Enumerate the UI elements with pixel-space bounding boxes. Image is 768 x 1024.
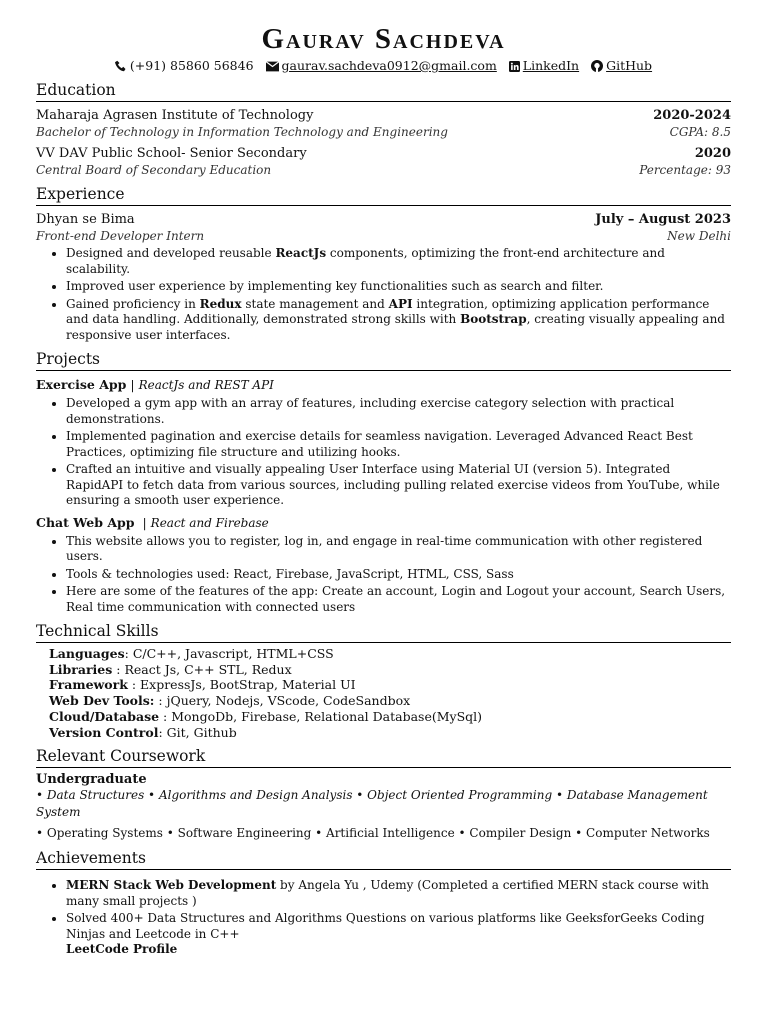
project-tech: React and Firebase bbox=[150, 515, 269, 530]
achievements-list bbox=[36, 878, 731, 958]
skill-key: Cloud/Database bbox=[49, 708, 160, 724]
github-item[interactable] bbox=[591, 58, 652, 73]
skill-row bbox=[49, 662, 731, 678]
experience-bullets bbox=[36, 246, 731, 343]
email-link[interactable]: gaurav.sachdeva0912@gmail.com bbox=[281, 58, 497, 73]
project-tech: ReactJs and REST API bbox=[138, 378, 274, 392]
project-entry bbox=[36, 514, 731, 616]
skill-key: Web Dev Tools: bbox=[49, 693, 155, 709]
text: by Angela Yu , Udemy (Completed a certified MERN stack course with many small projects ) bbox=[66, 878, 710, 908]
job-role: Front-end Developer Intern bbox=[36, 229, 205, 243]
skill-key: Languages bbox=[49, 646, 125, 661]
email-item[interactable] bbox=[266, 58, 501, 73]
job-location: New Delhi bbox=[667, 229, 731, 243]
achievements-heading: Achievements bbox=[36, 849, 731, 870]
list-item: • Crafted an intuitive and visually appealing User Interface using Material UI (version 5). Integrated RapidAPI to fetch data from various sources, including pulling related exercise videos from YouTube, while ensuring a smooth user experience. bbox=[66, 462, 731, 509]
skill-value: : ExpressJs, BootStrap, Material UI bbox=[127, 677, 356, 693]
skill-value: : React Js, C++ STL, Redux bbox=[112, 661, 292, 677]
list-item bbox=[66, 246, 731, 277]
skills-heading: Technical Skills bbox=[36, 622, 731, 643]
experience-heading: Experience bbox=[36, 185, 731, 206]
skill-value: : jQuery, Nodejs, VScode, CodeSandbox bbox=[154, 693, 411, 709]
coursework-heading: Relevant Coursework bbox=[36, 747, 731, 768]
project-name: Chat Web App bbox=[36, 514, 135, 530]
linkedin-link[interactable]: LinkedIn bbox=[522, 58, 580, 73]
coursework-line: • Operating Systems • Software Engineering • Artificial Intelligence • Compiler Design • Computer Networks bbox=[36, 826, 710, 841]
separator: | bbox=[134, 514, 151, 530]
text: Solved 400+ Data Structures and Algorithms Questions on various platforms like GeeksforGeeks Coding Ninjas and Leetcode in C++ bbox=[66, 911, 705, 941]
degree: Central Board of Secondary Education bbox=[36, 163, 272, 177]
coursework-subheading: Undergraduate bbox=[36, 772, 147, 788]
school-name: VV DAV Public School- Senior Secondary bbox=[36, 146, 307, 161]
candidate-name: Gaurav Sachdeva bbox=[261, 23, 506, 55]
list-item bbox=[66, 878, 731, 909]
list-item: • Improved user experience by implementing key functionalities such as search and filter. bbox=[66, 279, 731, 295]
linkedin-icon bbox=[509, 61, 520, 72]
text-bold: Redux bbox=[199, 296, 242, 311]
education-entry bbox=[36, 107, 731, 140]
experience-entry bbox=[36, 211, 731, 343]
text: state management and bbox=[241, 296, 389, 311]
text: Designed and developed reusable bbox=[66, 246, 276, 260]
resume-page bbox=[36, 20, 731, 960]
leetcode-profile-link[interactable]: LeetCode Profile bbox=[66, 942, 178, 957]
skill-key: Framework bbox=[49, 677, 128, 693]
text-bold: Bootstrap bbox=[460, 312, 527, 326]
company-name: Dhyan se Bima bbox=[36, 212, 135, 227]
school-name: Maharaja Agrasen Institute of Technology bbox=[36, 108, 314, 123]
project-name: Exercise App bbox=[36, 377, 127, 392]
skills-list bbox=[36, 646, 731, 740]
projects-heading: Projects bbox=[36, 350, 731, 371]
project-bullets bbox=[36, 534, 731, 616]
skill-value: : Git, Github bbox=[158, 724, 237, 740]
skill-value: : MongoDb, Firebase, Relational Database(MySql) bbox=[159, 708, 483, 724]
education-dates: 2020 bbox=[694, 146, 731, 161]
phone-icon bbox=[115, 60, 127, 72]
skill-key: Version Control bbox=[49, 724, 159, 740]
education-dates: 2020-2024 bbox=[653, 108, 731, 123]
skill-row bbox=[49, 725, 731, 741]
skill-value: : C/C++, Javascript, HTML+CSS bbox=[124, 646, 334, 661]
list-item: • Here are some of the features of the app: Create an account, Login and Logout your account, Search Users, Real time communication with connected users bbox=[66, 584, 731, 615]
text: integration, optimizing application performance and data handling. Additionally, demonstrated strong skills with bbox=[66, 296, 710, 326]
skill-row bbox=[49, 646, 731, 662]
education-entry bbox=[36, 145, 731, 178]
degree: Bachelor of Technology in Information Technology and Engineering bbox=[36, 125, 448, 139]
list-item: • Tools & technologies used: React, Firebase, JavaScript, HTML, CSS, Sass bbox=[66, 567, 731, 583]
skill-key: Libraries bbox=[49, 661, 113, 677]
text: components, optimizing the front-end architecture and scalability. bbox=[66, 246, 665, 276]
github-link[interactable]: GitHub bbox=[606, 58, 653, 73]
coursework-line: • Data Structures • Algorithms and Design Analysis • Object Oriented Programming • Database Management System bbox=[36, 788, 708, 820]
text-bold: API bbox=[388, 296, 413, 311]
project-bullets bbox=[36, 396, 731, 509]
education-heading: Education bbox=[36, 81, 731, 102]
phone-number: (+91) 85860 56846 bbox=[129, 58, 254, 73]
linkedin-item[interactable] bbox=[509, 58, 583, 73]
skill-row bbox=[49, 693, 731, 709]
experience-dates: July – August 2023 bbox=[595, 212, 731, 227]
skill-row bbox=[49, 677, 731, 693]
contact-bar bbox=[36, 58, 731, 74]
github-icon bbox=[591, 60, 603, 72]
list-item: • Developed a gym app with an array of features, including exercise category selection with practical demonstrations. bbox=[66, 396, 731, 427]
text: Gained proficiency in bbox=[66, 296, 200, 311]
text-bold: MERN Stack Web Development bbox=[66, 878, 277, 893]
score: CGPA: 8.5 bbox=[669, 125, 731, 139]
separator: | bbox=[126, 377, 139, 392]
skill-row bbox=[49, 709, 731, 725]
list-item bbox=[66, 297, 731, 344]
phone-item bbox=[115, 58, 258, 73]
score: Percentage: 93 bbox=[639, 163, 731, 177]
text: , creating visually appealing and responsive user interfaces. bbox=[66, 312, 725, 342]
envelope-icon bbox=[266, 61, 279, 72]
project-entry bbox=[36, 376, 731, 509]
text-bold: ReactJs bbox=[275, 246, 327, 260]
list-item bbox=[66, 911, 731, 958]
list-item: • This website allows you to register, log in, and engage in real-time communication with other registered users. bbox=[66, 534, 731, 565]
list-item: • Implemented pagination and exercise details for seamless navigation. Leveraged Advanced React Best Practices, optimizing file structure and utilizing hooks. bbox=[66, 429, 731, 460]
